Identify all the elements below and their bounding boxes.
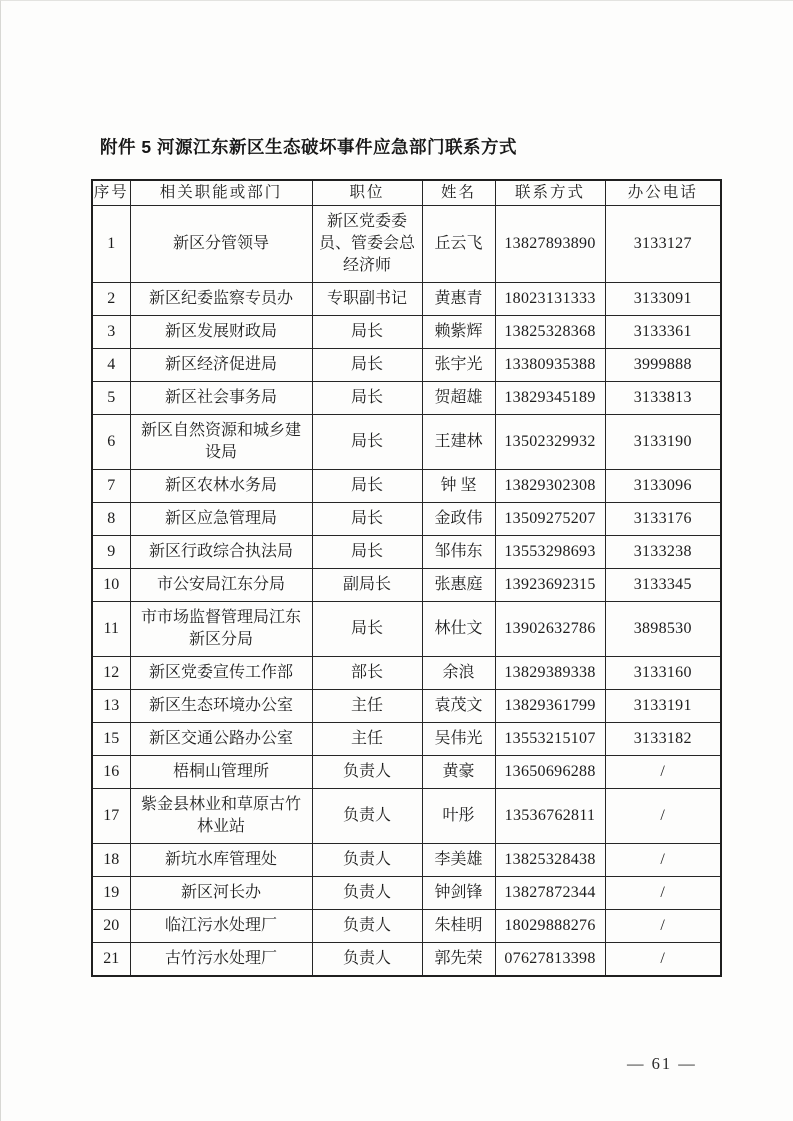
table-row (92, 689, 721, 722)
table-row (92, 414, 721, 469)
table-row (92, 788, 721, 843)
table-cell: 市公安局江东分局 (130, 568, 312, 601)
table-cell: 13380935388 (495, 348, 605, 381)
table-row (92, 381, 721, 414)
table-header-row (92, 180, 721, 205)
table-cell: 局长 (312, 414, 422, 469)
table-cell: 3133191 (605, 689, 721, 722)
table-cell: 12 (92, 656, 130, 689)
table-cell: 金政伟 (422, 502, 495, 535)
table-cell: 新区应急管理局 (130, 502, 312, 535)
table-cell: 3999888 (605, 348, 721, 381)
table-cell: / (605, 942, 721, 976)
table-cell: / (605, 876, 721, 909)
table-cell: / (605, 788, 721, 843)
table-cell: 13902632786 (495, 601, 605, 656)
table-cell: 钟剑锋 (422, 876, 495, 909)
column-header: 姓名 (422, 180, 495, 205)
table-row (92, 876, 721, 909)
table-cell: 新区生态环境办公室 (130, 689, 312, 722)
table-cell: 郭先荣 (422, 942, 495, 976)
table-cell: 负责人 (312, 788, 422, 843)
table-cell: 新区纪委监察专员办 (130, 282, 312, 315)
table-cell: 负责人 (312, 942, 422, 976)
table-cell: 新区行政综合执法局 (130, 535, 312, 568)
table-cell: 钟 坚 (422, 469, 495, 502)
table-cell: 6 (92, 414, 130, 469)
table-row (92, 722, 721, 755)
table-cell: 13829302308 (495, 469, 605, 502)
table-cell: 3133176 (605, 502, 721, 535)
table-cell: 新区社会事务局 (130, 381, 312, 414)
table-row (92, 843, 721, 876)
table-cell: 11 (92, 601, 130, 656)
table-cell: 13553215107 (495, 722, 605, 755)
table-cell: 3133127 (605, 205, 721, 282)
table-cell: 18029888276 (495, 909, 605, 942)
table-cell: 13827893890 (495, 205, 605, 282)
table-cell: 16 (92, 755, 130, 788)
table-row (92, 282, 721, 315)
table-cell: 局长 (312, 535, 422, 568)
table-cell: 局长 (312, 348, 422, 381)
table-cell: 13829345189 (495, 381, 605, 414)
table-cell: 21 (92, 942, 130, 976)
table-row (92, 535, 721, 568)
table-row (92, 469, 721, 502)
table-row (92, 942, 721, 976)
table-cell: 3898530 (605, 601, 721, 656)
table-cell: 古竹污水处理厂 (130, 942, 312, 976)
table-cell: 5 (92, 381, 130, 414)
table-cell: 局长 (312, 315, 422, 348)
table-row (92, 656, 721, 689)
table-cell: 新区党委宣传工作部 (130, 656, 312, 689)
table-cell: 13829361799 (495, 689, 605, 722)
table-cell: 赖紫辉 (422, 315, 495, 348)
table-cell: 张惠庭 (422, 568, 495, 601)
table-cell: 新区发展财政局 (130, 315, 312, 348)
table-cell: 18 (92, 843, 130, 876)
table-cell: 梧桐山管理所 (130, 755, 312, 788)
table-row (92, 502, 721, 535)
table-cell: 19 (92, 876, 130, 909)
table-cell: 负责人 (312, 843, 422, 876)
table-row (92, 315, 721, 348)
table-cell: 林仕文 (422, 601, 495, 656)
table-cell: 局长 (312, 469, 422, 502)
table-cell: 13923692315 (495, 568, 605, 601)
table-cell: 07627813398 (495, 942, 605, 976)
table-cell: 新区分管领导 (130, 205, 312, 282)
table-head (92, 180, 721, 205)
table-cell: 13553298693 (495, 535, 605, 568)
column-header: 职位 (312, 180, 422, 205)
table-cell: 13509275207 (495, 502, 605, 535)
table-row (92, 568, 721, 601)
table-cell: 13 (92, 689, 130, 722)
table-cell: 9 (92, 535, 130, 568)
column-header: 联系方式 (495, 180, 605, 205)
table-cell: / (605, 843, 721, 876)
column-header: 序号 (92, 180, 130, 205)
table-cell: 贺超雄 (422, 381, 495, 414)
table-cell: 负责人 (312, 909, 422, 942)
table-cell: 20 (92, 909, 130, 942)
table-cell: / (605, 909, 721, 942)
table-cell: 3133361 (605, 315, 721, 348)
table-cell: 18023131333 (495, 282, 605, 315)
table-cell: 朱桂明 (422, 909, 495, 942)
table-cell: 局长 (312, 502, 422, 535)
table-cell: 临江污水处理厂 (130, 909, 312, 942)
table-cell: 黄豪 (422, 755, 495, 788)
table-cell: 10 (92, 568, 130, 601)
table-cell: 主任 (312, 689, 422, 722)
table-cell: 3133190 (605, 414, 721, 469)
table-cell: 主任 (312, 722, 422, 755)
table-cell: 新区农林水务局 (130, 469, 312, 502)
table-cell: 3133091 (605, 282, 721, 315)
table-cell: 张宇光 (422, 348, 495, 381)
table-cell: 2 (92, 282, 130, 315)
table-cell: 黄惠青 (422, 282, 495, 315)
column-header: 相关职能或部门 (130, 180, 312, 205)
table-cell: 13829389338 (495, 656, 605, 689)
table-body (92, 205, 721, 976)
table-cell: 4 (92, 348, 130, 381)
table-cell: 丘云飞 (422, 205, 495, 282)
table-cell: 紫金县林业和草原古竹林业站 (130, 788, 312, 843)
table-cell: 3133182 (605, 722, 721, 755)
table-cell: 3133238 (605, 535, 721, 568)
table-cell: 8 (92, 502, 130, 535)
table-cell: 13825328368 (495, 315, 605, 348)
table-cell: 15 (92, 722, 130, 755)
table-row (92, 348, 721, 381)
table-cell: 13827872344 (495, 876, 605, 909)
table-cell: 负责人 (312, 755, 422, 788)
table-cell: 部长 (312, 656, 422, 689)
table-cell: 余浪 (422, 656, 495, 689)
table-cell: 李美雄 (422, 843, 495, 876)
page-number: — 61 — (627, 1054, 697, 1073)
table-cell: 1 (92, 205, 130, 282)
table-cell: 袁茂文 (422, 689, 495, 722)
table-cell: 王建林 (422, 414, 495, 469)
table-cell: 3 (92, 315, 130, 348)
table-cell: / (605, 755, 721, 788)
table-row (92, 755, 721, 788)
table-row (92, 601, 721, 656)
table-cell: 局长 (312, 601, 422, 656)
table-cell: 叶彤 (422, 788, 495, 843)
table-cell: 13536762811 (495, 788, 605, 843)
table-cell: 新区经济促进局 (130, 348, 312, 381)
table-cell: 新区河长办 (130, 876, 312, 909)
table-cell: 局长 (312, 381, 422, 414)
table-cell: 新区自然资源和城乡建设局 (130, 414, 312, 469)
table-cell: 专职副书记 (312, 282, 422, 315)
table-cell: 7 (92, 469, 130, 502)
table-cell: 3133345 (605, 568, 721, 601)
table-cell: 新坑水库管理处 (130, 843, 312, 876)
table-cell: 13825328438 (495, 843, 605, 876)
table-cell: 负责人 (312, 876, 422, 909)
table-cell: 3133160 (605, 656, 721, 689)
table-cell: 17 (92, 788, 130, 843)
table-cell: 3133096 (605, 469, 721, 502)
attachment-title: 附件 5 河源江东新区生态破坏事件应急部门联系方式 (100, 137, 517, 157)
table-row (92, 205, 721, 282)
table-row (92, 909, 721, 942)
table-cell: 邹伟东 (422, 535, 495, 568)
table-cell: 13650696288 (495, 755, 605, 788)
table-cell: 3133813 (605, 381, 721, 414)
table-cell: 新区党委委员、管委会总经济师 (312, 205, 422, 282)
column-header: 办公电话 (605, 180, 721, 205)
table-cell: 吴伟光 (422, 722, 495, 755)
emergency-contact-table (91, 179, 722, 977)
table-cell: 副局长 (312, 568, 422, 601)
table-cell: 新区交通公路办公室 (130, 722, 312, 755)
table-cell: 市市场监督管理局江东新区分局 (130, 601, 312, 656)
table-cell: 13502329932 (495, 414, 605, 469)
